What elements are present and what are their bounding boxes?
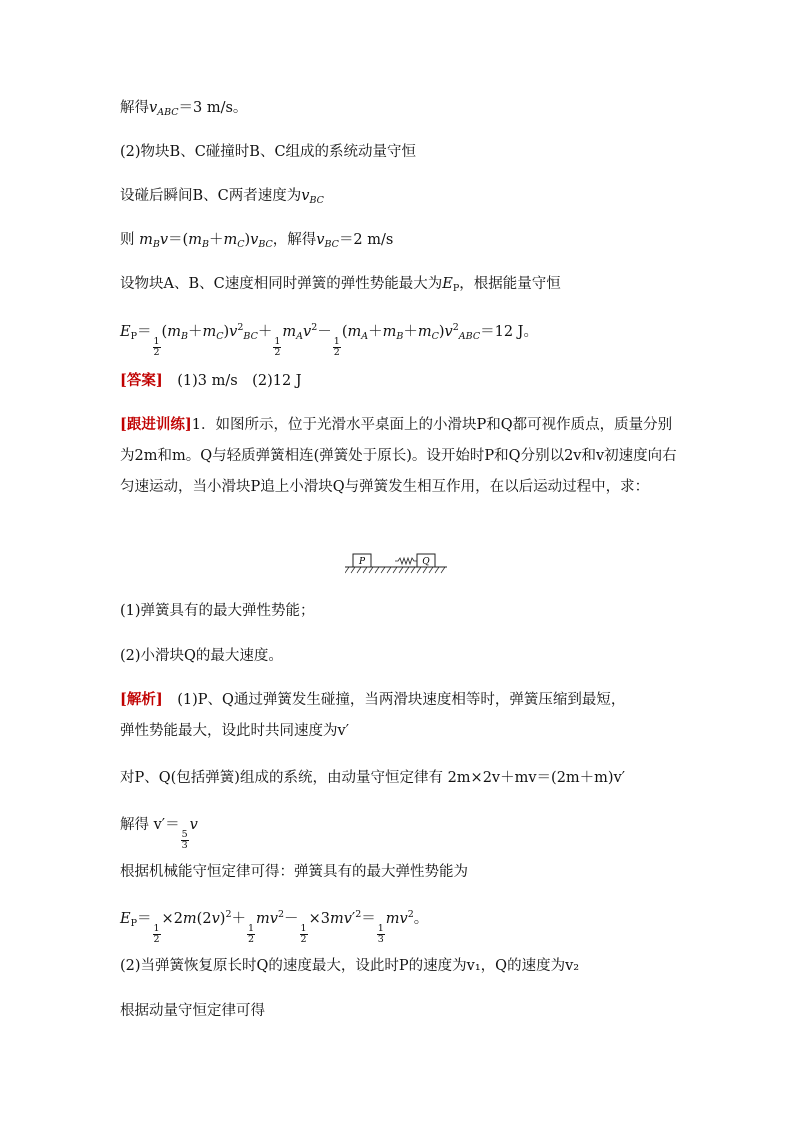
answer-text: (1)3 m/s (2)12 J [177, 373, 302, 389]
spring-diagram [345, 550, 447, 574]
figure-blocks-spring [345, 550, 447, 578]
line-momentum-bc: (2)物块B、C碰撞时B、C组成的系统动量守恒 [120, 144, 417, 160]
line-equation-bc: 则 $m_Bv=(m_B+m_C)v_{BC}$，解得$v_{BC}=2$ m/s [120, 232, 394, 250]
fraction-five-thirds: $\frac{5}{3}$ [181, 829, 188, 851]
answer-line [120, 370, 680, 392]
spring [395, 558, 417, 564]
solution-momentum-2: 根据动量守恒定律可得 [120, 1003, 265, 1019]
equation-energy: $E_P=$ $\frac{1}{2}$ $(m_B+m_C)v^2_{BC}+$ $\frac{1}{2}$ $m_Av^2-$ $\frac{1}{2}$ $(m_A+m_B+m_C)v^2_{ABC}=12$ J。 [120, 322, 538, 358]
solution-v-prime: 解得 v′＝ $\frac{5}{3}$ v [120, 817, 198, 851]
question-1: (1)弹簧具有的最大弹性势能； [120, 603, 315, 619]
question-2: (2)小滑块Q的最大速度。 [120, 648, 283, 664]
fraction-half: $\frac{1}{2}$ [153, 336, 160, 358]
solution-momentum: 对P、Q(包括弹簧)组成的系统，由动量守恒定律有 2m×2v＋mv＝(2m＋m)v′ [120, 770, 626, 786]
solution-energy-intro: 根据机械能守恒定律可得：弹簧具有的最大弹性势能为 [120, 864, 468, 880]
block-q-label: Q [422, 557, 430, 567]
solution-line-2: 弹性势能最大，设此时共同速度为v′ [120, 723, 349, 739]
line-velocity-bc: 设碰后瞬间B、C两者速度为$v_{BC}$ [120, 188, 324, 206]
exercise-tag: [跟进训练] [120, 416, 192, 433]
solution-part-2: (2)当弹簧恢复原长时Q的速度最大，设此时P的速度为v₁，Q的速度为v₂ [120, 958, 580, 974]
line-energy-intro: 设物块A、B、C速度相同时弹簧的弹性势能最大为$E_P$，根据能量守恒 [120, 276, 561, 294]
block-p-label: P [358, 557, 366, 567]
solution-line-1: [解析] (1)P、Q通过弹簧发生碰撞，当两滑块速度相等时，弹簧压缩到最短， [120, 691, 626, 708]
solution-tag: [解析] [120, 691, 163, 708]
exercise-paragraph: [跟进训练]1．如图所示，位于光滑水平桌面上的小滑块P和Q都可视作质点，质量分别为2m和m。Q与轻质弹簧相连(弹簧处于原长)。设开始时P和Q分别以2v和v初速度向右匀速运动，当小滑块P追上小滑块Q与弹簧发生相互作用，在以后运动过程中，求： [120, 416, 677, 495]
answer-tag: [答案] [120, 372, 163, 389]
solution-energy-equation: $E_P=$ $\frac{1}{2}$ $\times 2m(2v)^2+$ $\frac{1}{2}$ $mv^2-$ $\frac{1}{2}$ $\times 3mv'^2=$ $\frac{1}{3}$ $mv^2$。 [120, 909, 429, 945]
line-solve-vabc: 解得$v_{ABC}=3$ m/s。 [120, 100, 248, 118]
